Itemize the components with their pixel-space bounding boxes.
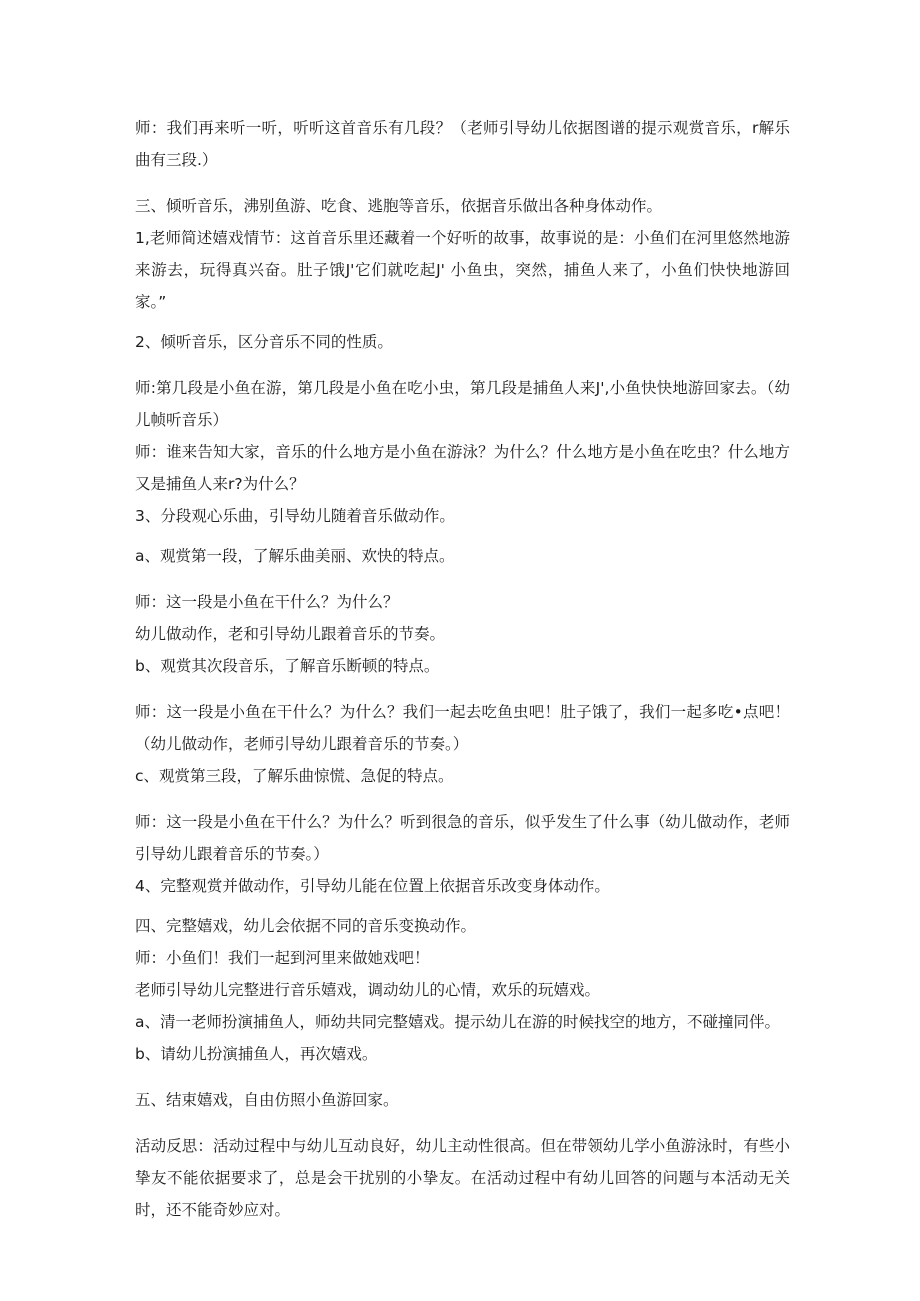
paragraph-question: 师：谁来告知大家，音乐的什么地方是小鱼在游泳？为什么？什么地方是小鱼在吃虫？什么地方又是捕鱼人来r?为什么？ xyxy=(135,443,790,493)
paragraph-step-a: a、观赏第一段，了解乐曲美丽、欢快的特点。 xyxy=(135,547,455,565)
paragraph-child-action: 幼儿做动作，老和引导幼儿跟着音乐的节奏。 xyxy=(135,625,446,643)
paragraph-step-4: 4、完整观赏并做动作，引导幼儿能在位置上依据音乐改变身体动作。 xyxy=(135,877,610,895)
paragraph-teacher-invite: 师：小鱼们！我们一起到河里来做她戏吧！ xyxy=(135,949,430,967)
section-four-heading: 四、完整嬉戏，幼儿会依据不同的音乐变换动作。 xyxy=(135,917,477,935)
paragraph-teacher-q1: 师：这一段是小鱼在干什么？为什么？ xyxy=(135,593,399,611)
paragraph-step-game-b: b、请幼儿扮演捕鱼人，再次嬉戏。 xyxy=(135,1045,378,1063)
paragraph-step-c: c、观赏第三段，了解乐曲惊慌、急促的特点。 xyxy=(135,767,454,785)
paragraph-segments: 师:第几段是小鱼在游，第几段是小鱼在吃小虫，第几段是捕鱼人来J',小鱼快快地游回家去。（幼儿帧听音乐） xyxy=(135,379,790,429)
paragraph-game-guide: 老师引导幼儿完整进行音乐嬉戏，调动幼儿的心情，欢乐的玩嬉戏。 xyxy=(135,981,601,999)
paragraph-reflection: 活动反思：活动过程中与幼儿互动良好，幼儿主动性很高。但在带领幼儿学小鱼游泳时，有些小挚友不能依据要求了，总是会干扰别的小挚友。在活动过程中有幼儿回答的问题与本活动无关时，还不能奇妙应对。 xyxy=(135,1137,790,1219)
paragraph-step-game-a: a、清一老师扮演捕鱼人，师幼共同完整嬉戏。提示幼儿在游的时候找空的地方，不碰撞同伴。 xyxy=(135,1013,781,1031)
section-five-heading: 五、结束嬉戏，自由仿照小鱼游回家。 xyxy=(135,1091,399,1109)
paragraph-step-2: 2、倾听音乐，区分音乐不同的性质。 xyxy=(135,333,393,351)
paragraph-step-3: 3、分段观心乐曲，引导幼儿随着音乐做动作。 xyxy=(135,507,455,525)
document-body xyxy=(135,112,790,1226)
paragraph-step-b: b、观赏其次段音乐，了解音乐断顿的特点。 xyxy=(135,657,440,675)
paragraph-teacher-q2: 师：这一段是小鱼在干什么？为什么？我们一起去吃鱼虫吧！肚子饿了，我们一起多吃•点吧！（幼儿做动作，老师引导幼儿跟着音乐的节奏。） xyxy=(135,703,790,753)
section-three-heading: 三、倾听音乐，沸别鱼游、吃食、逃胞等音乐，依据音乐做出各种身体动作。 xyxy=(135,197,663,215)
paragraph-story-intro: 1,老师简述嬉戏情节：这首音乐里还藏着一个好听的故事，故事说的是：小鱼们在河里悠然地游来游去，玩得真兴奋。肚子饿J'它们就吃起J' 小鱼虫，突然，捕鱼人来了，小鱼们快快地游回家。” xyxy=(135,229,790,311)
paragraph-teacher-q3: 师：这一段是小鱼在干什么？为什么？听到很急的音乐，似乎发生了什么事（幼儿做动作，老师引导幼儿跟着音乐的节奏。） xyxy=(135,813,790,863)
paragraph-listen-again: 师：我们再来听一听，听听这首音乐有几段？（老师引导幼儿依据图谱的提示观赏音乐，r解乐曲有三段.） xyxy=(135,119,790,169)
